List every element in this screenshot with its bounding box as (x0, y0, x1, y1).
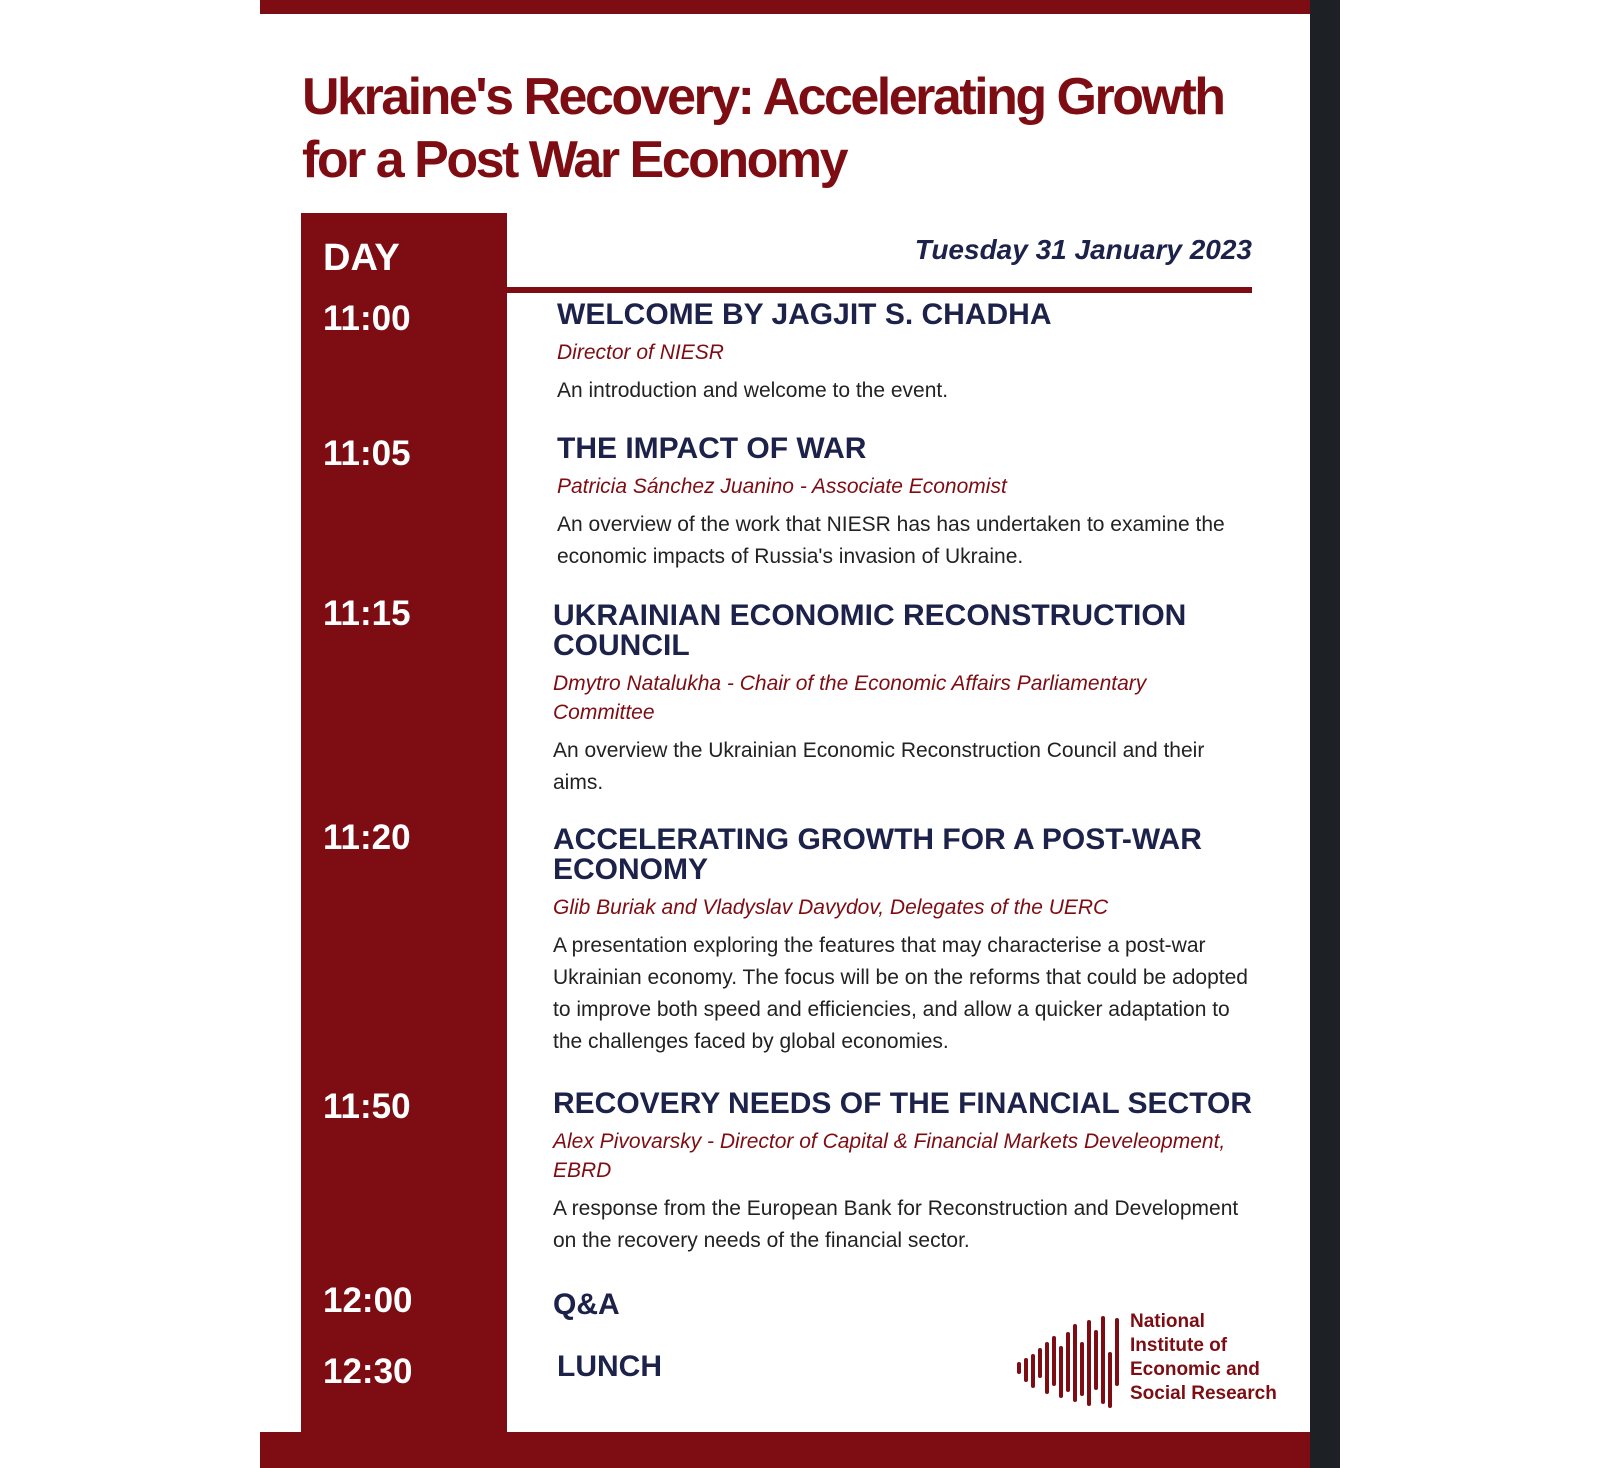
agenda-item-qa: Q&A (553, 1288, 620, 1321)
session-title: ACCELERATING GROWTH FOR A POST-WAR ECONOMY (553, 823, 1202, 886)
session-title: WELCOME BY JAGJIT S. CHADHA (557, 298, 1052, 331)
time-slot: 11:00 (323, 299, 411, 338)
logo-line: Social Research (1130, 1383, 1277, 1404)
top-accent-bar (260, 0, 1310, 14)
logo-line: Economic and (1130, 1359, 1260, 1380)
time-slot: 11:50 (323, 1087, 411, 1126)
time-slot: 11:15 (323, 594, 411, 633)
time-slot: 12:30 (323, 1352, 413, 1391)
time-column (301, 213, 507, 1432)
page-title (302, 66, 1262, 192)
session-speaker: Director of NIESR (557, 341, 724, 364)
agenda-item (557, 300, 1257, 407)
session-speaker: Alex Pivovarsky - Director of Capital & Financial Markets Develeopment, EBRD (553, 1130, 1226, 1182)
time-slot: 12:00 (323, 1281, 413, 1320)
title-line-1: Ukraine's Recovery: Accelerating Growth (302, 68, 1224, 126)
niesr-logo-text (1130, 1310, 1277, 1406)
agenda-item-lunch: LUNCH (557, 1350, 662, 1383)
session-title: UKRAINIAN ECONOMIC RECONSTRUCTION COUNCIL (553, 599, 1187, 662)
session-description: A presentation exploring the features that may characterise a post-war Ukrainian economy. The focus will be on the reforms that could be adopted to improve both speed and efficiencies, and allow a quicker adaptation to the challenges faced by global economies. (553, 934, 1248, 1053)
logo-line: Institute of (1130, 1335, 1228, 1356)
session-description: An overview the Ukrainian Economic Reconstruction Council and their aims. (553, 739, 1205, 794)
session-description: A response from the European Bank for Reconstruction and Development on the recovery needs of the financial sector. (553, 1197, 1239, 1252)
date-divider (507, 287, 1252, 293)
time-slot: 11:05 (323, 434, 411, 473)
event-date: Tuesday 31 January 2023 (914, 234, 1252, 265)
agenda-item (553, 1089, 1253, 1257)
bottom-accent-bar (260, 1432, 1310, 1468)
time-slot: 11:20 (323, 818, 411, 857)
session-speaker: Patricia Sánchez Juanino - Associate Economist (557, 475, 1007, 498)
agenda-page (260, 0, 1310, 1468)
viewer-scroll-strip (1310, 0, 1340, 1468)
agenda-item (553, 825, 1253, 1058)
session-speaker: Dmytro Natalukha - Chair of the Economic Affairs Parliamentary Committee (553, 672, 1147, 724)
session-title: RECOVERY NEEDS OF THE FINANCIAL SECTOR (553, 1087, 1252, 1120)
day-label: DAY (323, 237, 400, 279)
session-description: An introduction and welcome to the event. (557, 379, 949, 402)
agenda-item (553, 601, 1253, 799)
session-title: THE IMPACT OF WAR (557, 432, 867, 465)
logo-line: National (1130, 1311, 1205, 1332)
session-description: An overview of the work that NIESR has has undertaken to examine the economic impacts of Russia's invasion of Ukraine. (557, 513, 1225, 568)
session-speaker: Glib Buriak and Vladyslav Davydov, Delegates of the UERC (553, 896, 1109, 919)
agenda-item (557, 434, 1257, 573)
title-line-2: for a Post War Economy (302, 131, 847, 189)
